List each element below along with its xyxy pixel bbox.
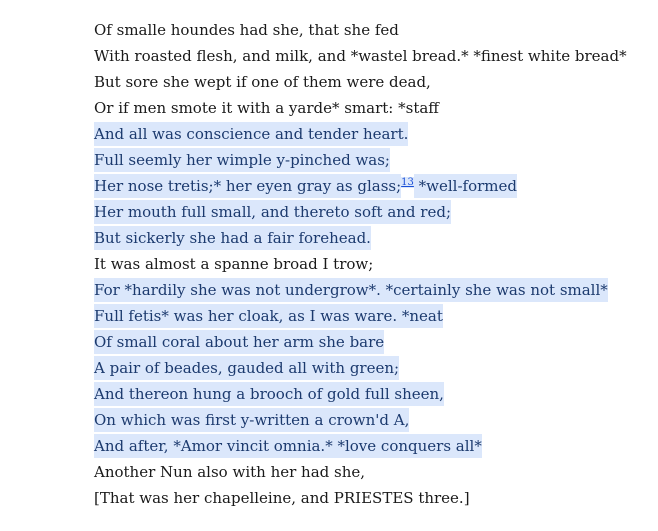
poem-line-text: On which was first y-written a crown'd A, [94,408,409,432]
poem-line [94,303,627,329]
poem-line [94,355,627,381]
poem-line-text: Her mouth full small, and thereto soft and red; [94,200,451,224]
poem-line-text: Another Nun also with her had she, [94,463,366,481]
poem-line-text: Of small coral about her arm she bare [94,330,384,354]
footnote-link[interactable]: 13 [401,177,414,188]
poem-line [94,95,627,121]
poem-line-text: But sickerly she had a fair forehead. [94,226,371,250]
poem-line [94,121,627,147]
poem-line-text: But sore she wept if one of them were dead, [94,73,431,91]
poem-line-text: And thereon hung a brooch of gold full sheen, [94,382,444,406]
poem-line-text: Full fetis* was her cloak, as I was ware. *neat [94,304,443,328]
poem-line-text: A pair of beades, gauded all with green; [94,356,399,380]
poem-text [94,17,627,511]
poem-line [94,43,627,69]
poem-line [94,329,627,355]
poem-line-text: [That was her chapelleine, and PRIESTES three.] [94,489,470,507]
poem-line-text: With roasted flesh, and milk, and *wastel bread.* *finest white bread* [94,47,627,65]
poem-line [94,69,627,95]
poem-line-text: It was almost a spanne broad I trow; [94,255,374,273]
poem-line-text: And after, *Amor vincit omnia.* *love conquers all* [94,434,482,458]
poem-line-text: Of smalle houndes had she, that she fed [94,21,399,39]
poem-line-text: Or if men smote it with a yarde* smart: *staff [94,99,439,117]
poem-line [94,459,627,485]
poem-line [94,485,627,511]
poem-line [94,147,627,173]
poem-line [94,381,627,407]
poem-line [94,407,627,433]
poem-line [94,173,627,199]
poem-line [94,17,627,43]
poem-line [94,199,627,225]
poem-line-gloss: *well-formed [414,174,517,198]
poem-line [94,433,627,459]
footnote-marker[interactable] [401,177,414,188]
poem-line-text: Her nose tretis;* her eyen gray as glass; [94,174,401,198]
poem-line [94,277,627,303]
poem-line-text: Full seemly her wimple y-pinched was; [94,148,390,172]
poem-line [94,251,627,277]
poem-line [94,225,627,251]
poem-line-text: For *hardily she was not undergrow*. *certainly she was not small* [94,278,608,302]
poem-line-text: And all was conscience and tender heart. [94,122,408,146]
